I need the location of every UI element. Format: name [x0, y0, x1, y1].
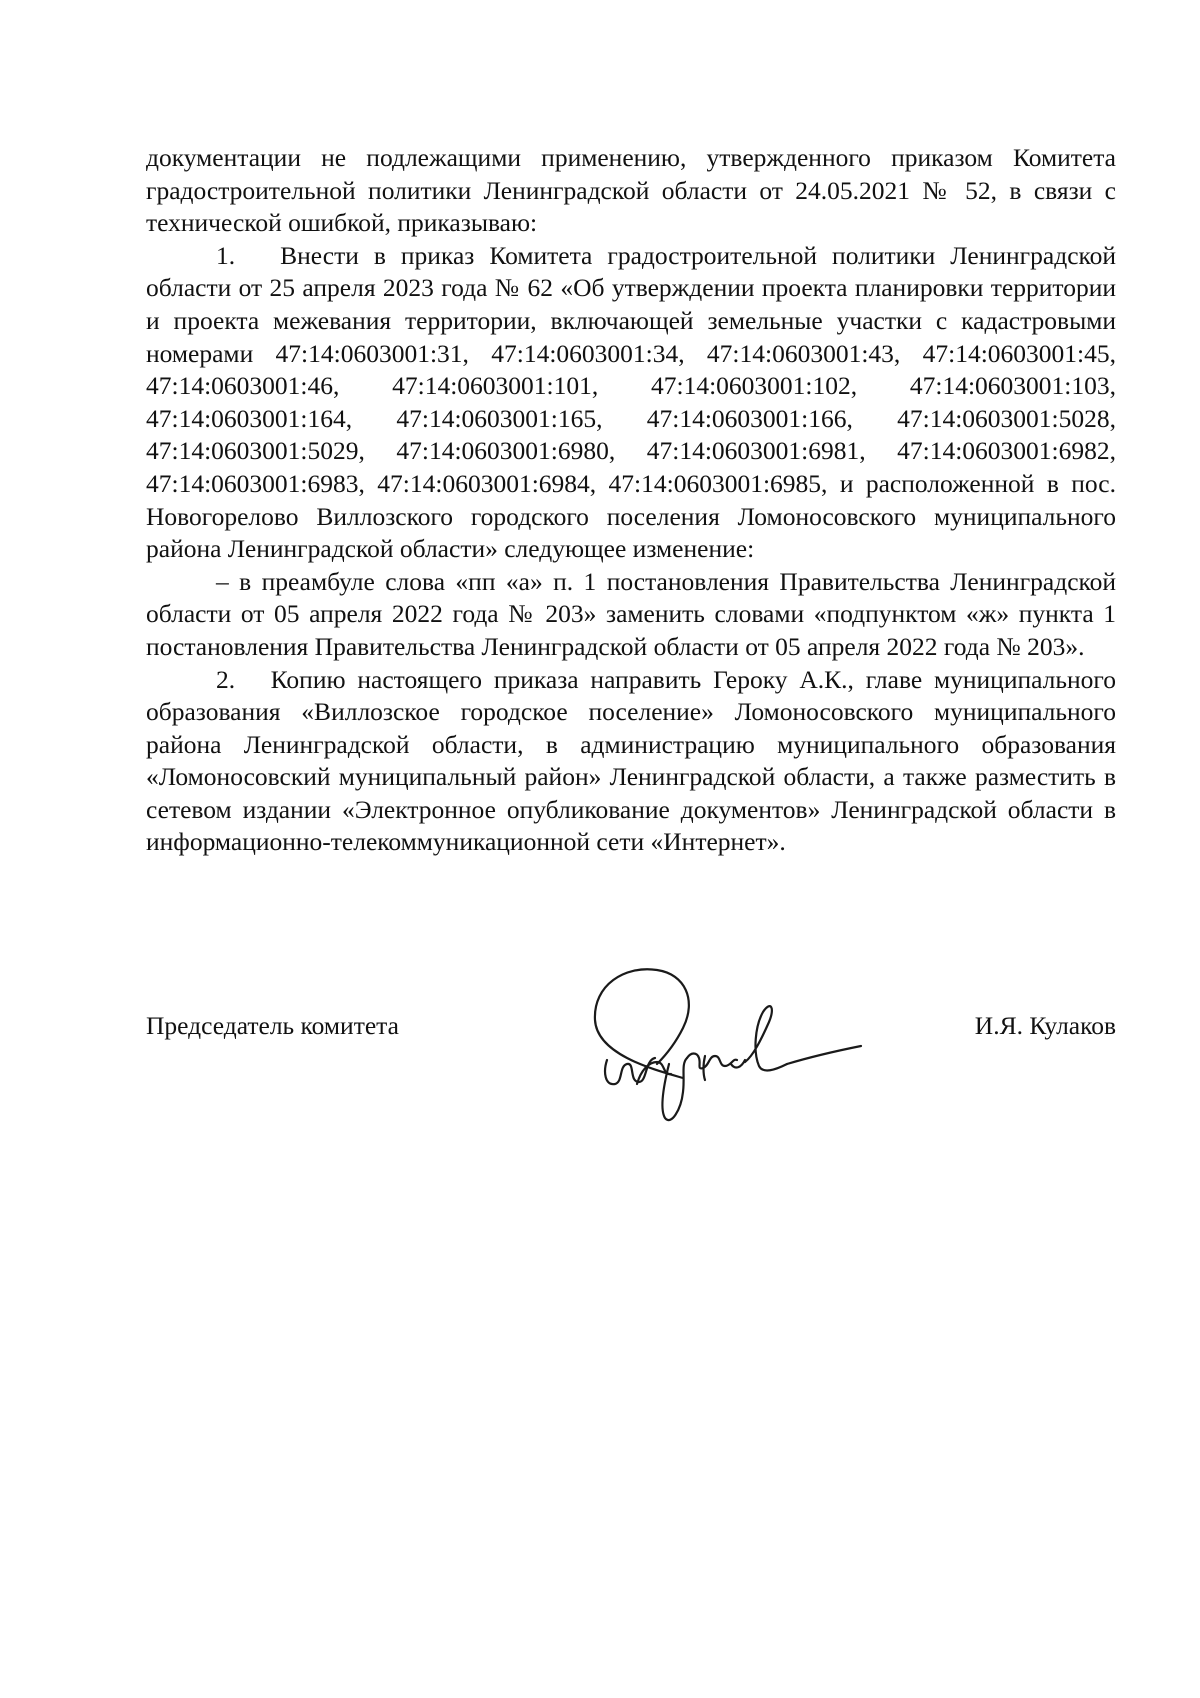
paragraph-item-1: 1. Внести в приказ Комитета градостроительной политики Ленинградской области от 25 апреля 2023 года № 62 «Об утверждении проекта планировки территории и проекта межевания территории, включающей земельные участки с кадастровыми номерами 47:14:0603001:31, 47:14:0603001:34, 47:14:0603001:43, 47:14:0603001:45, 47:14:0603001:46, 47:14:0603001:101, 47:14:0603001:102, 47:14:0603001:103, 47:14:0603001:164, 47:14:0603001:165, 47:14:0603001:166, 47:14:0603001:5028, 47:14:0603001:5029, 47:14:0603001:6980, 47:14:0603001:6981, 47:14:0603001:6982, 47:14:0603001:6983, 47:14:0603001:6984, 47:14:0603001:6985, и расположенной в пос. Новогорелово Виллозского городского поселения Ломоносовского муниципального района Ленинградской области» следующее изменение:	[146, 240, 1116, 564]
document-body	[146, 142, 1116, 859]
paragraph-amendment: – в преамбуле слова «пп «а» п. 1 постановления Правительства Ленинградской области от 05 апреля 2022 года № 203» заменить словами «подпунктом «ж» пункта 1 постановления Правительства Ленинградской области от 05 апреля 2022 года № 203».	[146, 566, 1116, 661]
handwritten-signature-icon	[585, 960, 865, 1130]
signatory-position: Председатель комитета	[146, 1011, 399, 1040]
signatory-name: И.Я. Кулаков	[974, 1011, 1116, 1040]
paragraph-item-2: 2. Копию настоящего приказа направить Героку А.К., главе муниципального образования «Виллозское городское поселение» Ломоносовского муниципального района Ленинградской области, в администрацию муниципального образования «Ломоносовский муниципальный район» Ленинградской области, а также разместить в сетевом издании «Электронное опубликование документов» Ленинградской области в информационно-телекоммуникационной сети «Интернет».	[146, 664, 1116, 857]
paragraph-preamble-continuation: документации не подлежащими применению, утвержденного приказом Комитета градостроительной политики Ленинградской области от 24.05.2021 № 52, в связи с технической ошибкой, приказываю:	[146, 143, 1116, 238]
